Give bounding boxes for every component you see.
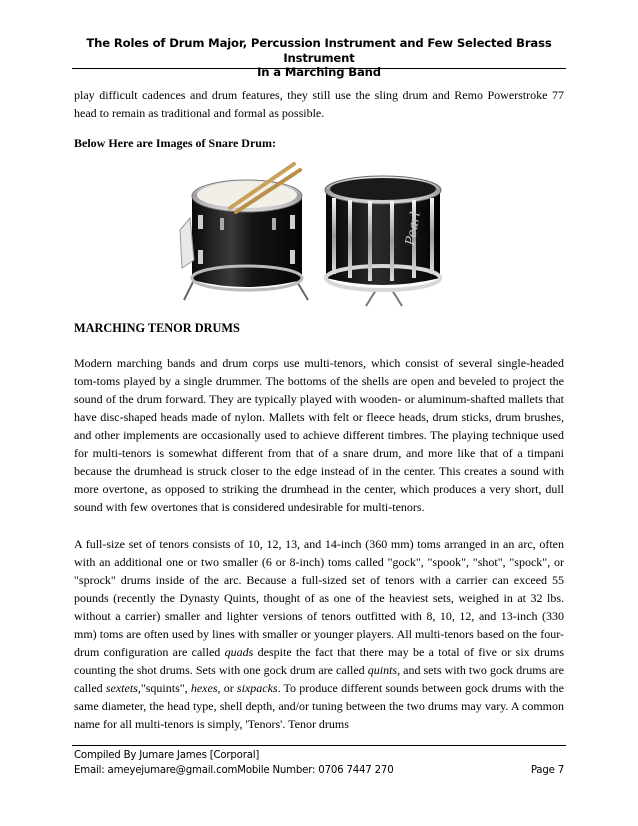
para2-text-4: ,"squints", xyxy=(137,681,191,695)
paragraph-1: Modern marching bands and drum corps use multi-tenors, which consist of several single-headed tom-toms played by a single drummer. The bottoms of the shells are open and beveled to project the sound of the drum forward. They are typically played with wooden- or aluminum-shafted mallets that have disc-shaped heads made of nylon. Mallets with felt or fleece heads, drum sticks, drum brushes, and other implements are occasionally used to achieve different timbres. The playing technique used for multi-tenors is somewhat different from that of a snare drum, and more like that of a timpani because the drumhead is struck closer to the edge instead of in the center. This creates a sound with more overtone, as opposed to striking the drumhead in the center, which produces a very short, dull sound with few overtones that is considered undesirable for multi-tenors. xyxy=(74,356,564,514)
images-heading: Below Here are Images of Snare Drum: xyxy=(74,136,276,150)
term-sixpacks: sixpacks xyxy=(236,681,278,695)
footer-contact: Email: ameyejumare@gmail.comMobile Number: 0706 7447 270 xyxy=(74,765,394,776)
page-number: Page 7 xyxy=(530,765,564,776)
snare-drum-right-icon xyxy=(325,176,441,306)
para2-text-3: , and sets with two gock drums are called xyxy=(74,663,564,695)
term-quads: quads xyxy=(224,645,254,659)
term-sextets: sextets xyxy=(105,681,138,695)
para2-text-1: A full-size set of tenors consists of 10, 12, 13, and 14-inch (360 mm) toms arranged in an arc, often with an additional one or two smaller (6 or 8-inch) toms called "gock", "spook", "shot", "spock", or "sprock" drums inside of the arc. Because a full-sized set of tenors with a carrier can exceed 55 pounds (recently the Dynasty Quints, thought of as one of the heaviest sets, weighed in at 32 lbs. without a carrier) smaller and lighter versions of tenors outfitted with 8, 10, 12, and 13-inch (330 mm) toms are often used by lines with smaller or younger players. All multi-tenors based on the four-drum configuration are called xyxy=(74,537,564,659)
snare-drum-images xyxy=(176,160,456,310)
brand-mark: Pearl xyxy=(403,210,424,247)
term-quints: quints xyxy=(367,663,398,677)
snare-drum-left-icon xyxy=(180,164,308,300)
snare-drum-photos xyxy=(176,160,456,310)
intro-paragraph: play difficult cadences and drum features, they still use the sling drum and Remo Powerstroke 77 head to remain as traditional and formal as possible. xyxy=(74,88,564,120)
para2-text-5: , or xyxy=(217,681,237,695)
term-hexes: hexes xyxy=(190,681,218,695)
section-heading: MARCHING TENOR DRUMS xyxy=(74,321,240,335)
para2-text-2: despite the fact that there may be a total of five or six drums counting the shot drums. Sets with one gock drum are called xyxy=(74,645,564,677)
header-title-line2: In a Marching Band xyxy=(257,65,381,79)
footer-contact-row xyxy=(74,764,564,778)
running-header xyxy=(74,36,564,80)
paragraph-2 xyxy=(74,535,564,733)
footer-compiled-by: Compiled By Jumare James [Corporal] xyxy=(74,750,260,761)
para2-text-6: . To produce different sounds between gock drums with the same diameter, the head type, shell depth, and/or tuning between the two drums may vary. A common name for all multi-tenors is simply, 'Tenors'. Tenor drums xyxy=(74,681,564,731)
header-title-line1: The Roles of Drum Major, Percussion Instrument and Few Selected Brass Instrument xyxy=(86,36,552,65)
footer-divider xyxy=(72,745,566,746)
header-divider xyxy=(72,68,566,69)
